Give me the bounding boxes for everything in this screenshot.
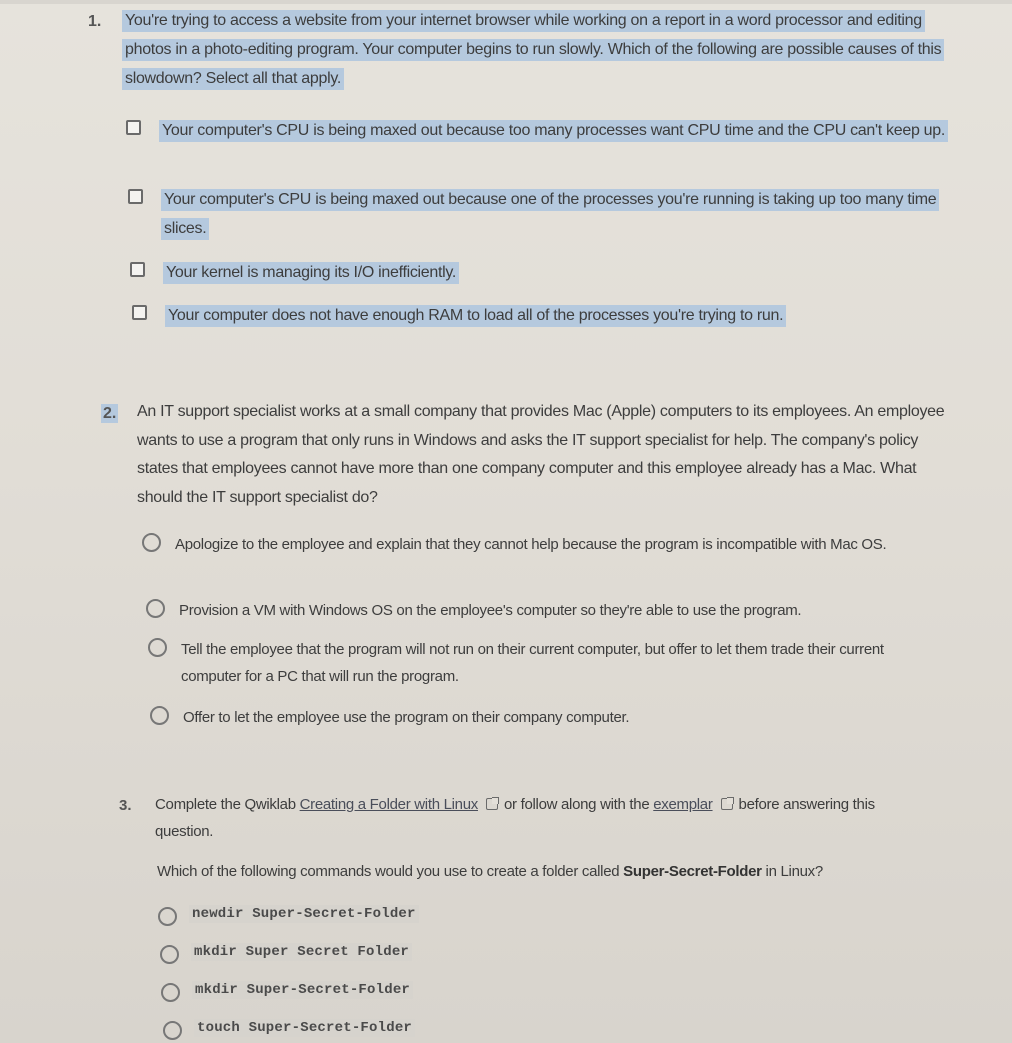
radio-option-4[interactable] bbox=[163, 1019, 415, 1040]
radio-button[interactable] bbox=[142, 533, 161, 552]
radio-button[interactable] bbox=[163, 1021, 182, 1040]
question-3-intro: Complete the Qwiklab Creating a Folder with Linux or follow along with the exemplar before answering this question. bbox=[155, 796, 875, 840]
radio-button[interactable] bbox=[148, 638, 167, 657]
external-link-icon[interactable] bbox=[486, 798, 498, 810]
option-label: Apologize to the employee and explain that they cannot help because the program is incompatible with Mac OS. bbox=[175, 536, 887, 553]
radio-option-1[interactable] bbox=[158, 905, 419, 926]
radio-option-4[interactable] bbox=[150, 704, 930, 731]
exemplar-link[interactable]: exemplar bbox=[653, 796, 713, 813]
radio-button[interactable] bbox=[161, 983, 180, 1002]
option-label: Provision a VM with Windows OS on the employee's computer so they're able to use the program. bbox=[179, 602, 802, 619]
checkbox[interactable] bbox=[126, 120, 141, 135]
question-2-text: An IT support specialist works at a small company that provides Mac (Apple) computers to its employees. An employee wants to use a program that only runs in Windows and asks the IT support specialist for help. The company's policy states that employees cannot have more than one company computer and this employee already has a Mac. What should the IT support specialist do? bbox=[137, 403, 945, 506]
radio-option-3[interactable] bbox=[161, 981, 413, 1002]
option-code: newdir Super-Secret-Folder bbox=[189, 905, 419, 923]
checkbox[interactable] bbox=[130, 262, 145, 277]
option-label: Tell the employee that the program will not run on their current computer, but offer to let them trade their current computer for a PC that will run the program. bbox=[181, 641, 884, 685]
checkbox-option-2[interactable] bbox=[128, 185, 948, 243]
radio-option-3[interactable] bbox=[148, 636, 928, 690]
checkbox-option-3[interactable] bbox=[130, 258, 930, 287]
external-link-icon[interactable] bbox=[721, 798, 733, 810]
page-top-edge bbox=[0, 0, 1012, 4]
question-number: 3. bbox=[119, 797, 132, 814]
option-code: mkdir Super Secret Folder bbox=[191, 943, 412, 961]
radio-button[interactable] bbox=[150, 706, 169, 725]
checkbox-option-1[interactable] bbox=[126, 116, 966, 145]
checkbox[interactable] bbox=[128, 189, 143, 204]
question-number: 2. bbox=[103, 405, 117, 422]
radio-button[interactable] bbox=[146, 599, 165, 618]
option-code: touch Super-Secret-Folder bbox=[194, 1019, 415, 1037]
question-3-prompt: Which of the following commands would you use to create a folder called Super-Secret-Folder in Linux? bbox=[157, 863, 823, 880]
radio-option-2[interactable] bbox=[160, 943, 412, 964]
option-label: Your computer does not have enough RAM to load all of the processes you're trying to run. bbox=[165, 301, 786, 330]
radio-option-2[interactable] bbox=[146, 597, 946, 624]
checkbox-option-4[interactable] bbox=[132, 301, 932, 330]
option-label: Offer to let the employee use the program on their company computer. bbox=[183, 709, 630, 726]
question-text bbox=[122, 6, 952, 93]
option-label: Your kernel is managing its I/O inefficiently. bbox=[163, 258, 459, 287]
question-1-text: You're trying to access a website from your internet browser while working on a report in a word processor and editing photos in a photo-editing program. Your computer begins to run slowly. Which of the following are possible causes of this slowdown? Select all that apply. bbox=[122, 10, 944, 90]
radio-option-1[interactable] bbox=[142, 531, 942, 558]
option-code: mkdir Super-Secret-Folder bbox=[192, 981, 413, 999]
radio-button[interactable] bbox=[160, 945, 179, 964]
option-label: Your computer's CPU is being maxed out because one of the processes you're running is taking up too many time slices. bbox=[161, 185, 948, 243]
question-number: 1. bbox=[88, 13, 102, 30]
radio-button[interactable] bbox=[158, 907, 177, 926]
qwiklab-link[interactable]: Creating a Folder with Linux bbox=[299, 796, 478, 813]
checkbox[interactable] bbox=[132, 305, 147, 320]
option-label: Your computer's CPU is being maxed out because too many processes want CPU time and the CPU can't keep up. bbox=[159, 116, 948, 145]
